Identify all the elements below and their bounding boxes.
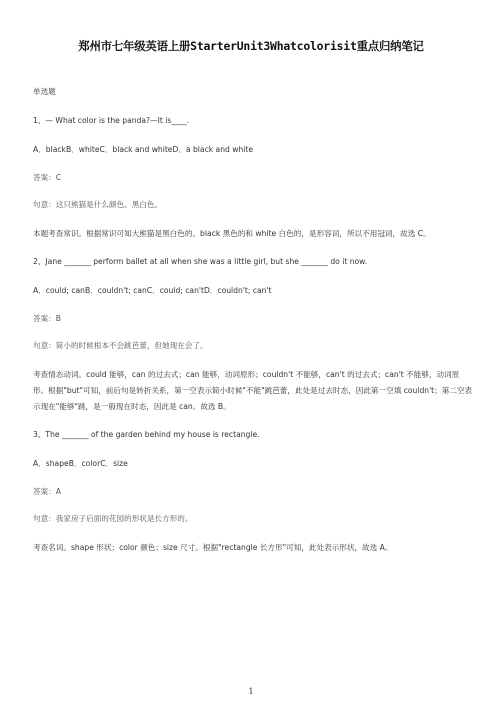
question-translation: 句意：我家房子后面的花园的形状是长方形的。 [33, 514, 193, 523]
question-options: A．blackB．whiteC．black and whiteD．a black and white [33, 145, 254, 154]
question-translation: 句意：简小的时候根本不会跳芭蕾，但她现在会了。 [33, 341, 208, 350]
question-translation: 句意：这只熊猫是什么颜色。黑白色。 [33, 200, 163, 209]
question-stem: 1、— What color is the panda?—It is____. [33, 116, 189, 125]
question-options: A．could; canB．couldn't; canC．could; can'tD．couldn't; can't [33, 286, 272, 295]
question-explanation: 本题考查常识。根据常识可知大熊猫是黑白色的。black 黑色的和 white 白色的，是形容词，所以不用冠词，故选 C。 [33, 229, 431, 238]
question-explanation: 考查名词。shape 形状；color 颜色；size 尺寸。根据"rectangle 长方形"可知，此处表示形状，故选 A。 [33, 543, 393, 552]
question-explanation: 考查情态动词。could 能够，can 的过去式；can 能够，动词原形；couldn't 不能够，can't 的过去式；can't 不能够，动词原形。根据"but"可知，前后句是转折关系，第一空表示简小时候"不能"跳芭蕾，此处是过去时态，因此第一空填 couldn't；第二空表示现在"能够"跳，是一般现在时态，因此是 can。故选 B。 [33, 370, 473, 411]
question-answer: 答案：A [33, 487, 61, 496]
question-answer: 答案：C [33, 173, 62, 182]
question-stem: 2、Jane _______ perform ballet at all when she was a little girl, but she _______ do it now. [33, 257, 368, 266]
question-block [33, 429, 473, 556]
question-options: A．shapeB．colorC．size [33, 459, 128, 468]
question-block [33, 115, 473, 242]
document-title: 郑州市七年级英语上册StarterUnit3Whatcolorisit重点归纳笔记 [78, 39, 424, 53]
section-heading: 单选题 [33, 87, 56, 96]
question-block [33, 256, 473, 415]
page-number: 1 [248, 687, 254, 696]
question-answer: 答案：B [33, 314, 61, 323]
document-body [33, 86, 473, 570]
question-stem: 3、The _______ of the garden behind my house is rectangle. [33, 430, 260, 439]
